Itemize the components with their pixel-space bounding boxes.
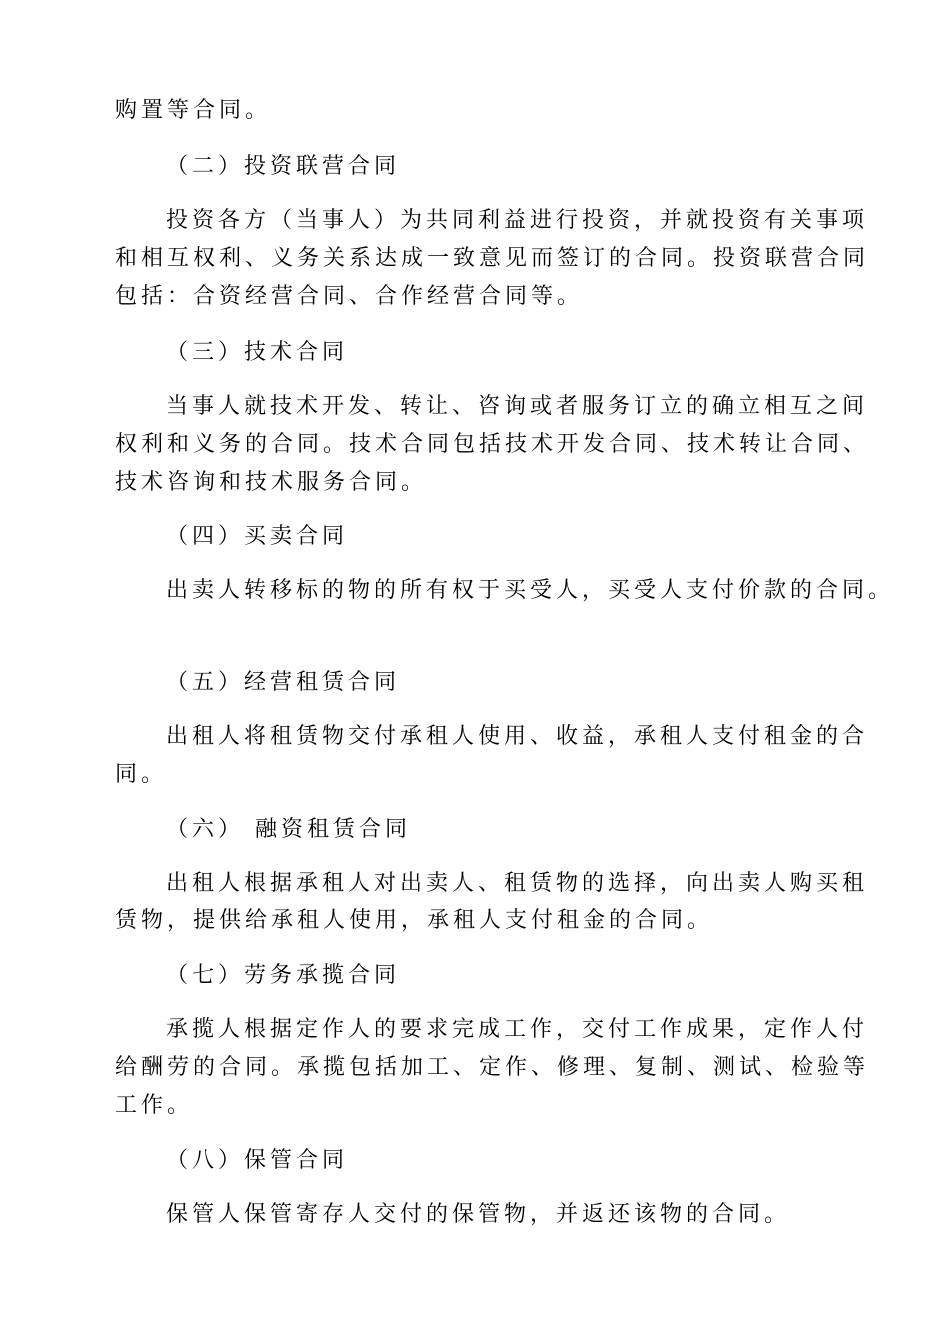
section-heading-6: （六） 融资租赁合同 <box>166 817 411 842</box>
section-heading-8: （八）保管合同 <box>166 1148 349 1173</box>
paragraph-line: 出租人将租赁物交付承租人使用、收益，承租人支付租金的合 <box>166 724 869 749</box>
paragraph-line: 购置等合同。 <box>115 98 272 123</box>
paragraph-line: 技术咨询和技术服务合同。 <box>115 470 428 495</box>
paragraph-line: 出租人根据承租人对出卖人、租赁物的选择，向出卖人购买租 <box>166 871 869 896</box>
paragraph-line: 包括：合资经营合同、合作经营合同等。 <box>115 284 584 309</box>
paragraph-line: 当事人就技术开发、转让、咨询或者服务订立的确立相互之间 <box>166 394 869 419</box>
paragraph-line: 权利和义务的合同。技术合同包括技术开发合同、技术转让合同、 <box>115 432 870 457</box>
paragraph-line: 工作。 <box>115 1093 194 1118</box>
section-heading-3: （三）技术合同 <box>166 340 349 365</box>
paragraph-line: 给酬劳的合同。承揽包括加工、定作、修理、复制、测试、检验等 <box>115 1055 870 1080</box>
section-heading-7: （七）劳务承揽合同 <box>166 963 401 988</box>
section-heading-5: （五）经营租赁合同 <box>166 670 401 695</box>
paragraph-line: 投资各方（当事人）为共同利益进行投资，并就投资有关事项 <box>166 208 869 233</box>
section-heading-2: （二）投资联营合同 <box>166 154 401 179</box>
paragraph-line: 出卖人转移标的物的所有权于买受人，买受人支付价款的合同。 <box>166 578 895 603</box>
paragraph-line: 赁物，提供给承租人使用，承租人支付租金的合同。 <box>115 908 714 933</box>
paragraph-line: 同。 <box>115 762 168 787</box>
paragraph-line: 保管人保管寄存人交付的保管物，并返还该物的合同。 <box>166 1202 791 1227</box>
paragraph-line: 和相互权利、义务关系达成一致意见而签订的合同。投资联营合同 <box>115 246 870 271</box>
section-heading-4: （四）买卖合同 <box>166 524 349 549</box>
paragraph-line: 承揽人根据定作人的要求完成工作，交付工作成果，定作人付 <box>166 1017 869 1042</box>
